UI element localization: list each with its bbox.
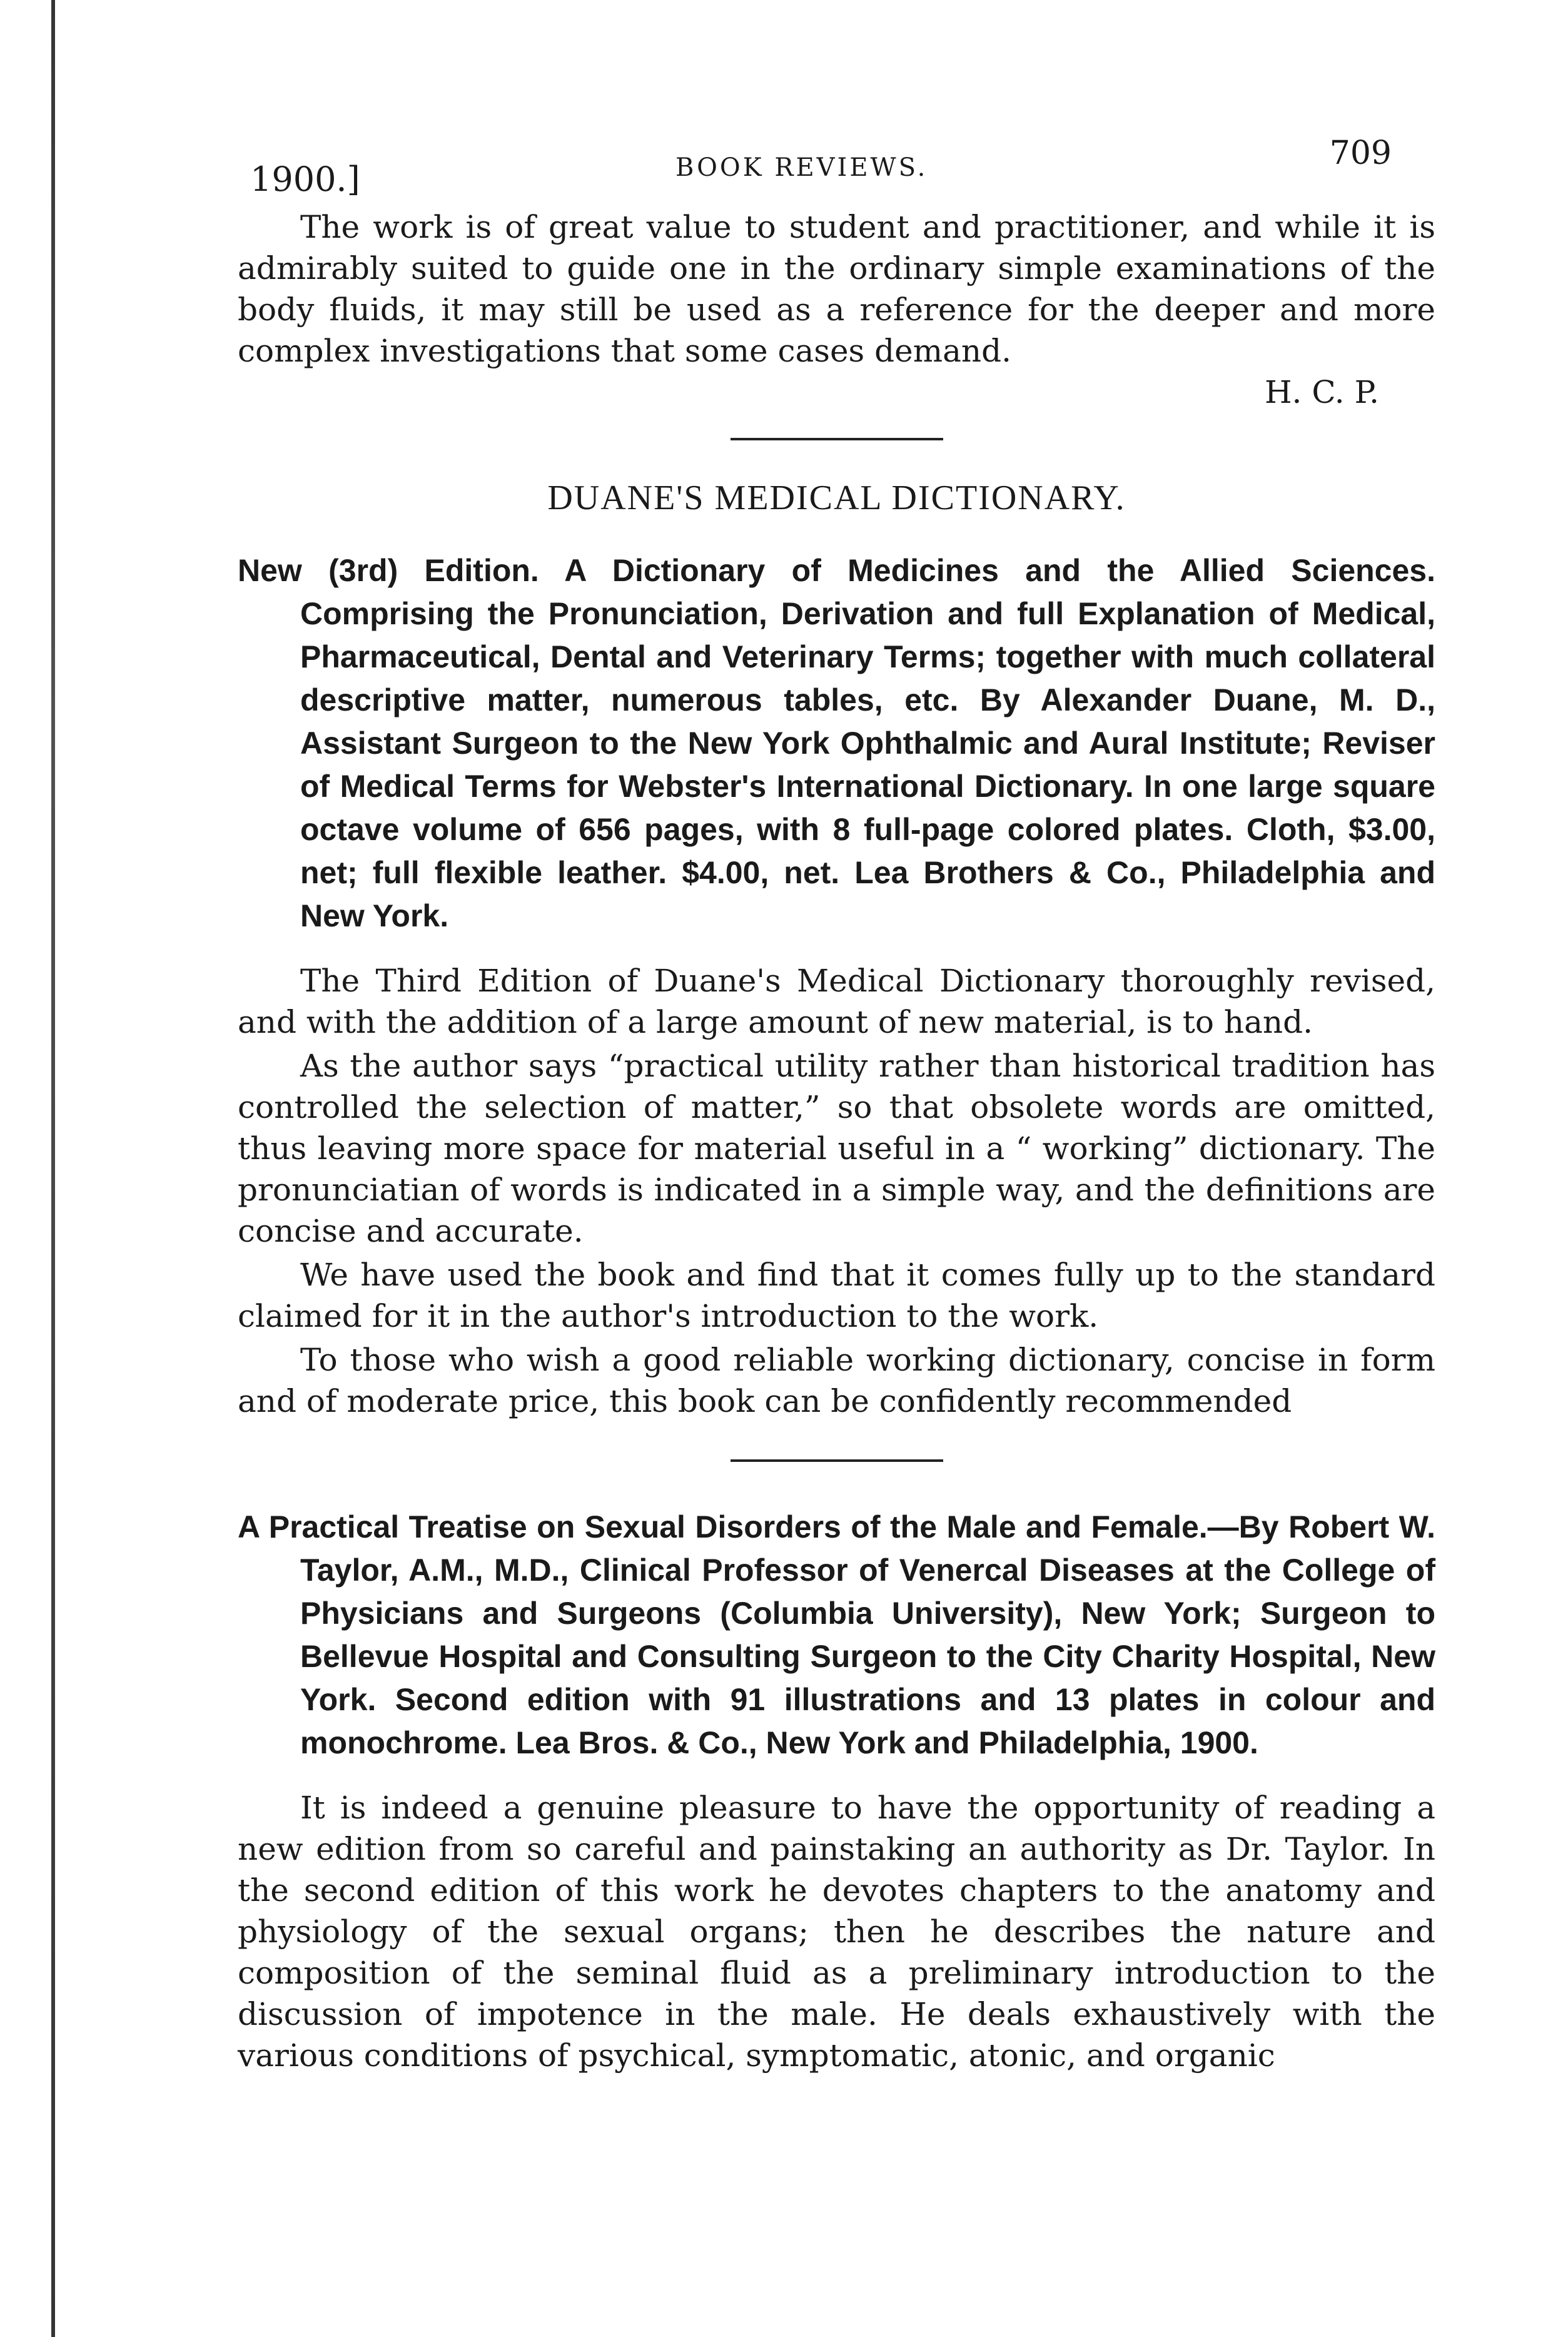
- review-1-signature: H. C. P.: [1264, 374, 1379, 410]
- review-3-paragraph: It is indeed a genuine pleasure to have the opportunity of reading a new edition from so careful and painstaking an authority as Dr. Taylor. In the second edition of this work he devotes chapters to the anatomy and physiology of the sexual organs; then he describes the nature and composition of the seminal fluid as a preliminary introduction to the discussion of impotence in the male. He deals exhaustively with the various conditions of psychical, symptomatic, atonic, and organic: [238, 1790, 1435, 2074]
- page-header: [238, 122, 1435, 199]
- page-number: 709: [1329, 134, 1392, 172]
- running-title: BOOK REVIEWS.: [675, 153, 928, 182]
- review-2-body: [238, 960, 1435, 1422]
- review-2-paragraph: We have used the book and find that it comes fully up to the standard claimed for it in the author's introduction to the work.: [238, 1257, 1435, 1334]
- review-1: [238, 206, 1435, 413]
- scan-binding-edge: [51, 0, 55, 2337]
- book-page: [238, 122, 1435, 2076]
- review-3-body: [238, 1787, 1435, 2076]
- review-2-paragraph: As the author says “practical utility rather than historical tradition has controlled the selection of matter,” so that obsolete words are omitted, thus leaving more space for material useful in a “ working” dictionary. The pronunciatian of words is indicated in a simple way, and the definitions are concise and accurate.: [238, 1048, 1435, 1249]
- review-3-citation: A Practical Treatise on Sexual Disorders of the Male and Female.—By Robert W. Taylor, A.M., M.D., Clinical Professor of Venercal Diseases at the College of Physicians and Surgeons (Columbia University), New York; Surgeon to Bellevue Hospital and Consulting Surgeon to the City Charity Hospital, New York. Second edition with 91 illustrations and 13 plates in colour and monochrome. Lea Bros. & Co., New York and Philadelphia, 1900.: [238, 1509, 1435, 1760]
- review-2: [238, 478, 1435, 1422]
- section-divider: [731, 1459, 943, 1462]
- review-1-paragraph: The work is of great value to student and practitioner, and while it is admirably suited to guide one in the ordinary simple examinations of the body fluids, it may still be used as a reference for the deeper and more complex investigations that some cases demand.: [238, 209, 1435, 369]
- review-2-citation: New (3rd) Edition. A Dictionary of Medicines and the Allied Sciences. Comprising the Pronunciation, Derivation and full Explanation of Medical, Pharmaceutical, Dental and Veterinary Terms; together with much collateral descriptive matter, numerous tables, etc. By Alexander Duane, M. D., Assistant Surgeon to the New York Ophthalmic and Aural Institute; Reviser of Medical Terms for Webster's International Dictionary. In one large square octave volume of 656 pages, with 8 full-page colored plates. Cloth, $3.00, net; full flexible leather. $4.00, net. Lea Brothers & Co., Philadelphia and New York.: [238, 553, 1435, 933]
- header-year: 1900.]: [250, 160, 360, 199]
- section-divider: [731, 438, 943, 440]
- review-2-paragraph: To those who wish a good reliable working dictionary, concise in form and of moderate price, this book can be confidently recommended: [238, 1342, 1435, 1419]
- review-2-paragraph: The Third Edition of Duane's Medical Dictionary thoroughly revised, and with the addition of a large amount of new material, is to hand.: [238, 963, 1435, 1040]
- review-3: [238, 1506, 1435, 2076]
- review-2-title: DUANE'S MEDICAL DICTIONARY.: [547, 479, 1126, 517]
